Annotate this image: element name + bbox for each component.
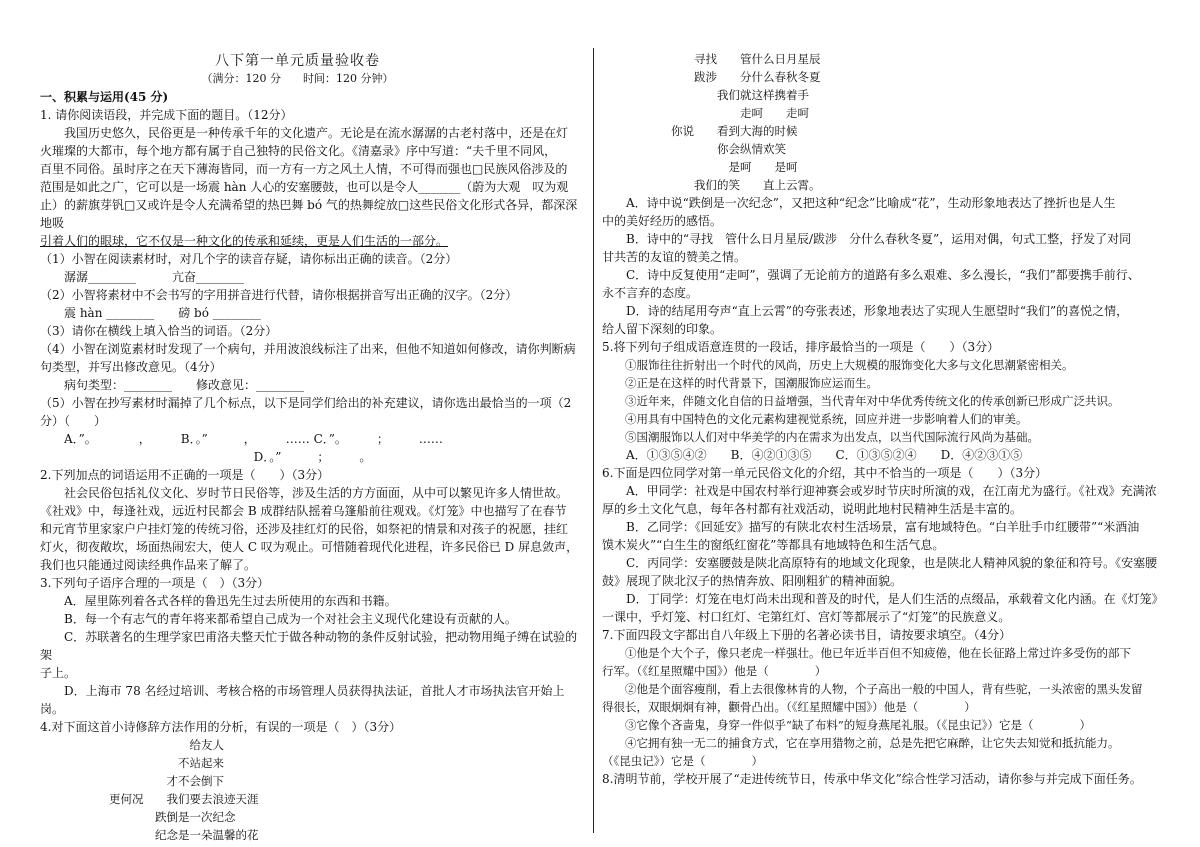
poem-line: 更何况 我们要去浪迹天涯 (40, 792, 259, 806)
poem-line: 纪念是一朵温馨的花 (40, 828, 259, 842)
sub-question: （3）请你在横线上填入恰当的词语。（2分） (40, 324, 278, 338)
poem-line: 跌倒是一次纪念 (40, 810, 236, 824)
passage-line: 引着人们的眼球，它不仅是一种文化的传承和延续，更是人们生活的一部分。 (40, 234, 449, 248)
option-line: A．①③⑤④② B．④②①③⑤ C．①③⑤②④ D．④②③①⑤ (626, 448, 1023, 462)
paper-subtitle: （满分：120 分 时间：120 分钟） (201, 72, 394, 85)
sub-question: （5）小智在抄写素材时漏掉了几个标点，以下是同学们给出的补充建议，请你选出最恰当的一项（2 (40, 396, 572, 410)
question-6-stem: 6.下面是四位同学对第一单元民俗文化的介绍，其中不恰当的一项是（ ）（3分） (602, 466, 1048, 480)
option-line: 馍木炭火”“白生生的窗纸红窗花”等都具有地域特色和生活气息。 (602, 538, 945, 552)
answer-line: 震 hàn ________ 磅 bó ________ (64, 306, 261, 320)
question-4-stem: 4.对下面这首小诗修辞方法作用的分析，有误的一项是（ ）（3分） (40, 720, 402, 734)
question-2-stem: 2.下列加点的词语运用不正确的一项是（ ）（3分） (40, 468, 330, 482)
poem-line: 是呵 是呵 (602, 160, 798, 174)
question-3-stem: 3.下列句子语序合理的一项是（ ）（3分） (40, 576, 270, 590)
poem-line: 不站起来 (40, 756, 224, 770)
passage-line: 得很长，双眼炯炯有神，颧骨凸出。（《红星照耀中国》）他是（ ） (602, 700, 976, 714)
option-line: B．乙同学：《回延安》描写的有陕北农村生活场景，富有地域特色。“白羊肚手巾红腰带”“米酒油 (626, 520, 1140, 534)
option-line: D．诗的结尾用夸声“直上云霄”的夸张表述，形象地表达了实现人生愿望时“我们”的喜悦之情， (626, 304, 1129, 318)
passage-line: 《社戏》中，每逢社戏，远近村民都会 B 成群结队摇着乌篷船前往观戏。《灯笼》中也描写了在春节 (40, 504, 567, 518)
question-1-stem: 1. 请你阅读语段，并完成下面的题目。（12分） (40, 108, 293, 122)
right-column (602, 50, 1164, 788)
option-line: A．屋里陈列着各式各样的鲁迅先生过去所使用的东西和书籍。 (64, 594, 397, 608)
poem-line: 走呵 走呵 (602, 106, 809, 120)
passage-line: 百里不同俗。虽时序之在天下薄海皆同，而一方有一方之风土人情，不可得而强也□民族风俗涉及的 (40, 162, 568, 176)
option-line: A．”。 ， B．。” ， …… C．”。 ； …… (64, 432, 443, 446)
option-line: 甘共苦的友谊的赞美之情。 (602, 250, 747, 264)
option-line: 一课中，乎灯笼、村口红灯、宅第红灯、宫灯等都展示了“灯笼”的民族意义。 (602, 610, 1011, 624)
option-line: C．丙同学：安塞腰鼓是陕北高原特有的地域文化现象，也是陕北人精神风貌的象征和符号。《安塞腰 (626, 556, 1158, 570)
option-line: D．上海市 78 名经过培训、考核合格的市场管理人员获得执法证，首批人才市场执法官开始上岗。 (40, 684, 565, 716)
sub-question: （1）小智在阅读素材时，对几个字的读音存疑，请你标出正确的读音。（2分） (40, 252, 458, 266)
question-7-stem: 7.下面四段文字都出自八年级上下册的名著必读书目，请按要求填空。（4分） (602, 628, 1012, 642)
passage-line: 灯火，彻夜敞坎，场面热闹宏大，使人 C 叹为观止。可惜随着现代化进程，许多民俗已 D 屏息敛声， (40, 540, 579, 554)
passage-line: 社会民俗包括礼仪文化、岁时节日民俗等，涉及生活的方方面面，从中可以繁见许多人情世故。 (64, 486, 569, 500)
option-line: 鼓》展现了陕北汉子的热情奔放、阳刚粗犷的精神面貌。 (602, 574, 903, 588)
option-line: B．诗中的“寻找 管什么日月星辰/跋涉 分什么春秋冬夏”，运用对偶，句式工整，抒发了对同 (626, 232, 1132, 246)
passage-line: ③它像个吝啬鬼，身穿一件似乎“缺了布料”的短身燕尾礼服。（《昆虫记》）它是（ ） (625, 718, 1092, 732)
passage-line: 行军。（《红星照耀中国》）他是（ ） (602, 664, 827, 678)
option-line: 厚的乡土文化气息，每年各村都有社戏活动，说明此地村民精神生活是丰富的。 (602, 502, 1023, 516)
sub-question: （4）小智在浏览素材时发现了一个病句，并用波浪线标注了出来，但他不知道如何修改，请你判断病 (40, 342, 576, 356)
option-line: 子上。 (40, 666, 77, 680)
option-line: A．诗中说“跌倒是一次纪念”，又把这种“纪念”比喻成“花”，生动形象地表达了挫折也是人生 (626, 196, 1116, 210)
option-line: A．甲同学：社戏是中国农村举行迎神赛会或岁时节庆时所演的戏，在江南尤为盛行。《社戏》充满浓 (626, 484, 1157, 498)
poem-line: 你会纵情欢笑 (602, 142, 786, 156)
question-8-stem: 8.清明节前，学校开展了“走进传统节日，传承中华文化”综合性学习活动，请你参与并完成下面任务。 (602, 772, 1142, 786)
question-5-stem: 5.将下列句子组成语意连贯的一段话，排序最恰当的一项是（ ）（3分） (602, 340, 1000, 354)
paper-title: 八下第一单元质量验收卷 (215, 53, 380, 69)
section-heading: 一、积累与运用(45 分) (40, 90, 169, 104)
option-line: B．每一个有志气的青年将来都希望自己成为一个对社会主义现代化建设有贡献的人。 (64, 612, 517, 626)
option-line: D．。” ； 。 (253, 450, 372, 464)
answer-line: 潺潺________ 亢奋________ (64, 270, 245, 284)
sub-question: 句类型，并写出修改意见。（4分） (40, 360, 222, 374)
option-line: 给人留下深刻的印象。 (602, 322, 723, 336)
poem-line: 给友人 (40, 738, 224, 752)
sub-question: （2）小智将素材中不会书写的字用拼音进行代替，请你根据拼音写出正确的汉字。（2分） (40, 288, 518, 302)
option-line: 中的美好经历的感悟。 (602, 214, 723, 228)
sentence-line: ⑤国潮服饰以人们对中华美学的内在需求为出发点，以当代国际流行风尚为基础。 (625, 430, 1039, 444)
sentence-line: ①服饰往往折射出一个时代的风尚，历史上大规模的服饰变化大多与文化思潮紧密相关。 (625, 358, 1074, 372)
poem-line: 才不会倒下 (40, 774, 224, 788)
sentence-line: ②正是在这样的时代背景下，国潮服饰应运而生。 (625, 376, 878, 390)
passage-line: 火璀璨的大都市，每个地方都有属于自己独特的民俗文化。《清嘉录》序中写道：“夫千里不同风， (40, 144, 557, 158)
poem-line: 寻找 管什么日月星辰 (602, 52, 821, 66)
poem-line: 跋涉 分什么春秋冬夏 (602, 70, 821, 84)
poem-line: 你说 看到大海的时候 (602, 124, 798, 138)
sentence-line: ④用具有中国特色的文化元素构建视觉系统，回应并进一步影响着人们的审美。 (625, 412, 1028, 426)
passage-line: 我们也只能通过阅读经典作品来了解了。 (40, 558, 257, 572)
passage-line: ①他是个大个子，像只老虎一样强壮。他已年近半百但不知疲倦，他在长征路上常过许多受伤的部下 (625, 646, 1131, 660)
passage-line: ④它拥有独一无二的捕食方式，它在享用猎物之前，总是先把它麻醉，让它失去知觉和抵抗能力。 (625, 736, 1120, 750)
sub-question: 分）（ ） (40, 414, 107, 428)
passage-line: 和元宵节里家家户户挂灯笼的传统习俗，还涉及挂红灯的民俗，如祭祀的情景和对孩子的祝愿，挂红 (40, 522, 569, 536)
option-line: C．苏联著名的生理学家巴甫洛夫整天忙于做各种动物的条件反射试验，把动物用绳子缚在试验的架 (40, 630, 578, 662)
column-divider (593, 48, 594, 833)
option-line: D．丁同学：灯笼在电灯尚未出现和普及的时代，是人们生活的点缀品，承载着文化内涵。在《灯笼》 (626, 592, 1164, 606)
option-line: C．诗中反复使用“走呵”，强调了无论前方的道路有多么艰难、多么漫长，“我们”都要携手前行、 (626, 268, 1140, 282)
option-line: 永不言弃的态度。 (602, 286, 699, 300)
answer-line: 病句类型：________ 修改意见：________ (64, 378, 305, 392)
passage-line: 我国历史悠久，民俗更是一种传承千年的文化遗产。无论是在流水潺潺的古老村落中，还是在灯 (64, 126, 569, 140)
poem-line: 我们就这样携着手 (602, 88, 809, 102)
passage-line: （《昆虫记》）它是（ ） (602, 754, 763, 768)
left-column (40, 46, 585, 844)
sentence-line: ③近年来，伴随文化自信的日益增强，当代青年对中华优秀传统文化的传承创新已形成广泛共识。 (625, 394, 1120, 408)
passage-line: ②他是个面容瘦削，看上去很像林肯的人物，个子高出一般的中国人，背有些驼，一头浓密的黑头发留 (625, 682, 1143, 696)
poem-line: 我们的笑 直上云霄。 (602, 178, 821, 192)
passage-line: 范围是如此之广，它可以是一场震 hàn 人心的安塞腰鼓，也可以是令人_______（蔚为大观 叹为观 (40, 180, 569, 194)
passage-line: 止）的薪旗芽钒□又或许是令人充满希望的热巴舞 bó 气的热舞绽放□这些民俗文化形式各异，都深深地吸 (40, 198, 578, 230)
